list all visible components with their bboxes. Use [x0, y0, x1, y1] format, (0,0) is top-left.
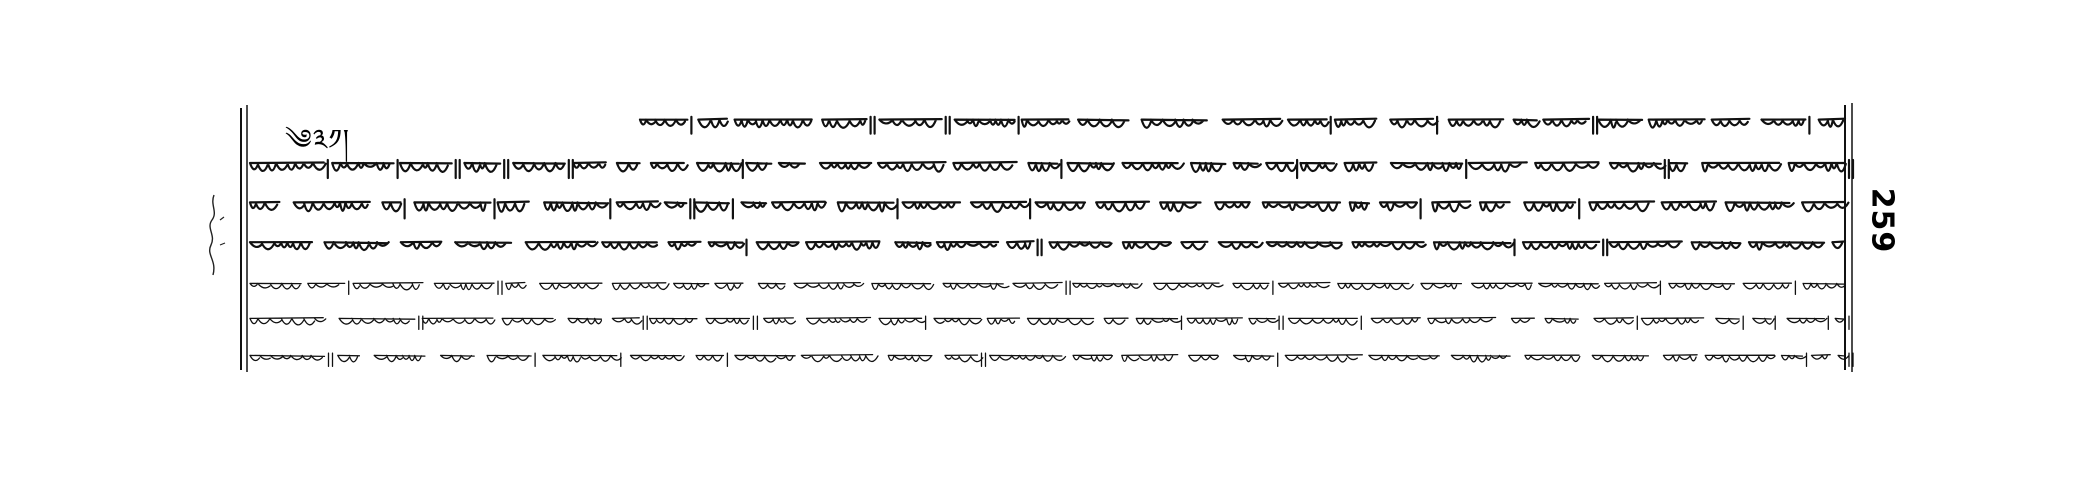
script-stroke — [250, 240, 1845, 256]
script-stroke — [640, 117, 1845, 134]
page-number: 259 — [1864, 187, 1900, 253]
script-stroke — [250, 353, 1853, 366]
script-line-1 — [640, 117, 1845, 134]
script-stroke — [250, 281, 1845, 294]
script-stroke — [250, 316, 1849, 329]
script-line-3 — [250, 199, 1848, 218]
folio-marker: ༄༣༡། — [285, 123, 350, 156]
script-line-4 — [250, 240, 1845, 256]
script-line-6 — [250, 316, 1849, 329]
script-line-7 — [250, 353, 1853, 366]
script-line-5 — [250, 281, 1845, 294]
script-stroke — [250, 199, 1848, 218]
script-stroke — [250, 160, 1853, 178]
script-line-2 — [250, 160, 1853, 178]
